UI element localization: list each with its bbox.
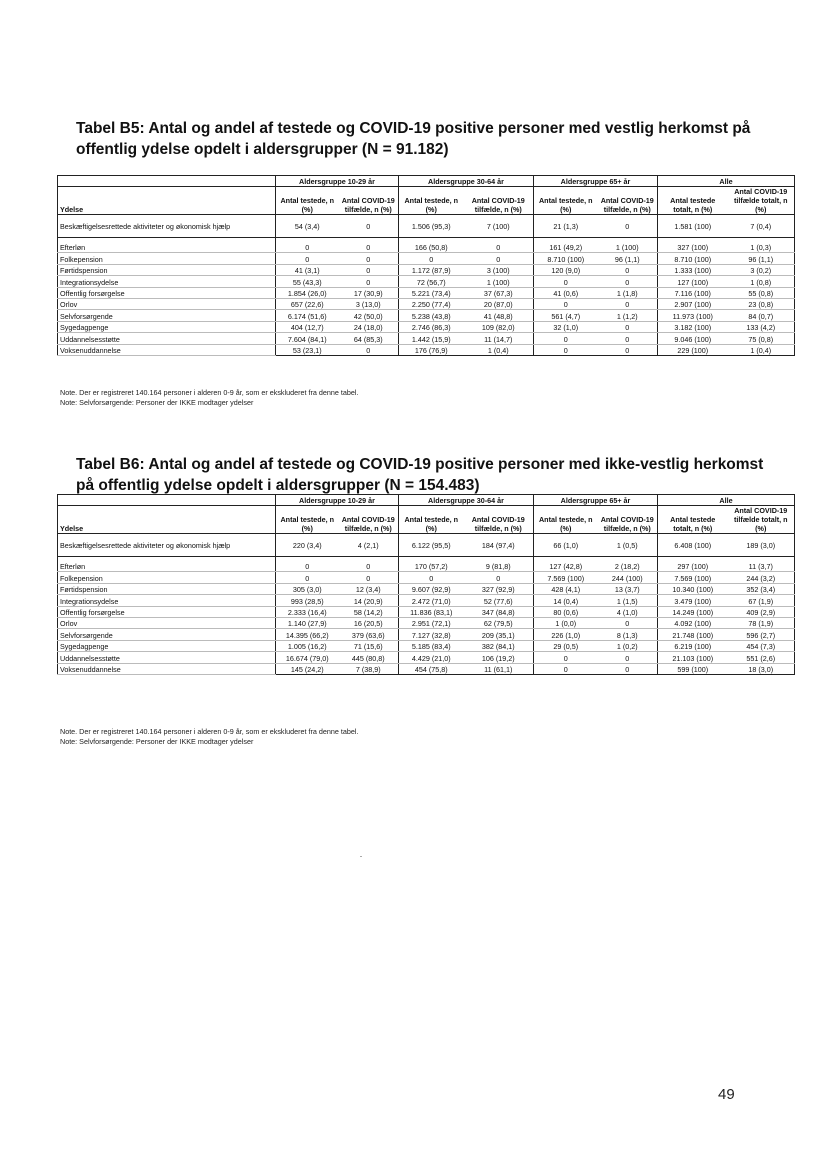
note-line: Note: Selvforsørgende: Personer der IKKE modtager ydelser [60,398,254,407]
table-row [58,287,795,298]
group-header: Aldersgruppe 30-64 år [399,176,534,187]
table-cell: 5.221 (73,4) [399,287,464,298]
table-cell: 454 (75,8) [399,663,464,674]
table-cell: 3.479 (100) [658,595,728,606]
table-row [58,572,795,583]
table-cell: 0 [339,344,399,355]
table-cell: 8.710 (100) [534,253,598,264]
table-cell: 52 (77,6) [464,595,534,606]
table-cell: 7.116 (100) [658,287,728,298]
table-cell: 20 (87,0) [464,298,534,309]
table-cell: 561 (4,7) [534,310,598,321]
table-cell: 0 [276,253,339,264]
table-cell: 0 [598,617,658,628]
table-cell: 445 (80,8) [339,652,399,663]
table-cell: 454 (7,3) [728,640,795,651]
table-cell: 4 (1,0) [598,606,658,617]
table-cell: 32 (1,0) [534,321,598,332]
table-cell: 41 (0,6) [534,287,598,298]
table-cell: 29 (0,5) [534,640,598,651]
table-cell: 120 (9,0) [534,264,598,275]
column-header: Antal COVID-19 tilfælde, n (%) [598,187,658,215]
column-header: Antal testede, n (%) [276,506,339,534]
table-cell: 596 (2,7) [728,629,795,640]
table-cell: 55 (43,3) [276,276,339,287]
table-cell: 0 [339,561,399,572]
table-b5-notes [60,388,358,408]
table-cell: 404 (12,7) [276,321,339,332]
table-row [58,276,795,287]
table-cell: 379 (63,6) [339,629,399,640]
row-label: Voksenuddannelse [58,663,276,674]
table-cell: 2.333 (16,4) [276,606,339,617]
table-cell: 67 (1,9) [728,595,795,606]
table-cell: 3 (0,2) [728,264,795,275]
table-cell: 657 (22,6) [276,298,339,309]
table-cell: 1.333 (100) [658,264,728,275]
table-cell: 7.569 (100) [658,572,728,583]
table-cell: 21 (1,3) [534,215,598,238]
table-cell: 0 [464,253,534,264]
row-label: Offentlig forsørgelse [58,606,276,617]
table-cell: 0 [276,242,339,253]
row-label: Orlov [58,298,276,309]
table-cell: 2.907 (100) [658,298,728,309]
table-row [58,321,795,332]
table-cell: 10.340 (100) [658,583,728,594]
table-cell: 0 [339,264,399,275]
table-cell: 64 (85,3) [339,333,399,344]
table-cell: 127 (100) [658,276,728,287]
table-cell: 1 (0,4) [464,344,534,355]
table-cell: 1.442 (15,9) [399,333,464,344]
table-cell: 184 (97,4) [464,534,534,557]
table-cell: 409 (2,9) [728,606,795,617]
table-cell: 1.581 (100) [658,215,728,238]
column-header: Antal COVID-19 tilfælde, n (%) [464,506,534,534]
column-header: Antal COVID-19 tilfælde totalt, n (%) [728,506,795,534]
group-header: Aldersgruppe 30-64 år [399,495,534,506]
table-cell: 0 [534,663,598,674]
table-row [58,534,795,557]
table-cell: 71 (15,6) [339,640,399,651]
column-header: Antal testede totalt, n (%) [658,506,728,534]
table-row [58,253,795,264]
table-cell: 2.472 (71,0) [399,595,464,606]
table-cell: 0 [534,298,598,309]
table-cell: 0 [339,253,399,264]
table-cell: 14.249 (100) [658,606,728,617]
table-cell: 84 (0,7) [728,310,795,321]
table-row [58,617,795,628]
table-cell: 0 [534,652,598,663]
row-label: Efterløn [58,561,276,572]
table-cell: 327 (100) [658,242,728,253]
row-label: Uddannelsesstøtte [58,333,276,344]
column-header: Antal testede, n (%) [534,187,598,215]
table-row [58,663,795,674]
table-cell: 0 [598,333,658,344]
table-row [58,640,795,651]
column-header: Antal testede totalt, n (%) [658,187,728,215]
row-label: Førtidspension [58,583,276,594]
table-cell: 23 (0,8) [728,298,795,309]
table-cell: 0 [339,276,399,287]
column-header: Antal COVID-19 tilfælde, n (%) [598,506,658,534]
table-row [58,215,795,238]
note-line: Note. Der er registreret 140.164 personer i alderen 0-9 år, som er ekskluderet fra denne tabel. [60,388,359,397]
table-row [58,629,795,640]
table-cell: 7 (0,4) [728,215,795,238]
table-row [58,652,795,663]
table-cell: 220 (3,4) [276,534,339,557]
table-cell: 0 [598,652,658,663]
table-cell: 16.674 (79,0) [276,652,339,663]
table-cell: 1 (0,4) [728,344,795,355]
table-cell: 41 (48,8) [464,310,534,321]
table-cell: 6.122 (95,5) [399,534,464,557]
table-cell: 53 (23,1) [276,344,339,355]
table-cell: 1 (0,5) [598,534,658,557]
table-cell: 0 [534,333,598,344]
table-cell: 9.046 (100) [658,333,728,344]
note-line: Note. Der er registreret 140.164 personer i alderen 0-9 år, som er ekskluderet fra denne tabel. [60,727,359,736]
table-cell: 58 (14,2) [339,606,399,617]
table-cell: 1 (0,8) [728,276,795,287]
table-cell: 189 (3,0) [728,534,795,557]
row-label: Voksenuddannelse [58,344,276,355]
group-header: Alle [658,495,795,506]
table-cell: 551 (2,6) [728,652,795,663]
row-label: Sygedagpenge [58,640,276,651]
table-cell: 9.607 (92,9) [399,583,464,594]
row-label: Orlov [58,617,276,628]
table-cell: 327 (92,9) [464,583,534,594]
table-cell: 42 (50,0) [339,310,399,321]
table-row [58,333,795,344]
row-label: Offentlig forsørgelse [58,287,276,298]
table-cell: 0 [598,215,658,238]
table-cell: 0 [598,264,658,275]
table-cell: 0 [598,663,658,674]
table-cell: 244 (3,2) [728,572,795,583]
row-label: Sygedagpenge [58,321,276,332]
table-cell: 78 (1,9) [728,617,795,628]
table-cell: 1 (0,3) [728,242,795,253]
table-cell: 347 (84,8) [464,606,534,617]
table-cell: 5.185 (83,4) [399,640,464,651]
table-cell: 1.854 (26,0) [276,287,339,298]
table-cell: 11 (3,7) [728,561,795,572]
table-cell: 0 [534,344,598,355]
table-cell: 428 (4,1) [534,583,598,594]
table-cell: 166 (50,8) [399,242,464,253]
table-cell: 226 (1,0) [534,629,598,640]
table-cell: 244 (100) [598,572,658,583]
table-cell: 37 (67,3) [464,287,534,298]
column-header: Antal testede, n (%) [399,506,464,534]
row-header: Ydelse [58,187,276,215]
table-cell: 14.395 (66,2) [276,629,339,640]
table-cell: 0 [534,276,598,287]
table-cell: 3 (13,0) [339,298,399,309]
table-cell: 1.005 (16,2) [276,640,339,651]
table-cell: 18 (3,0) [728,663,795,674]
column-header: Antal testede, n (%) [276,187,339,215]
table-cell: 12 (3,4) [339,583,399,594]
table-b5-title: Tabel B5: Antal og andel af testede og COVID-19 positive personer med vestlig herkomst på offentlig ydelse opdelt i aldersgrupper (N = 91.182) [76,120,751,158]
table-cell: 11 (14,7) [464,333,534,344]
table-cell: 3.182 (100) [658,321,728,332]
group-header: Aldersgruppe 10-29 år [276,495,399,506]
table-cell: 0 [399,253,464,264]
table-cell: 24 (18,0) [339,321,399,332]
table-b5 [57,175,795,356]
row-label: Integrationsydelse [58,595,276,606]
table-cell: 7.604 (84,1) [276,333,339,344]
table-cell: 305 (3,0) [276,583,339,594]
row-label: Integrationsydelse [58,276,276,287]
table-cell: 1.172 (87,9) [399,264,464,275]
table-cell: 5.238 (43,8) [399,310,464,321]
table-cell: 170 (57,2) [399,561,464,572]
table-cell: 1 (0,0) [534,617,598,628]
column-header: Antal COVID-19 tilfælde, n (%) [464,187,534,215]
column-header: Antal COVID-19 tilfælde, n (%) [339,506,399,534]
table-cell: 0 [464,572,534,583]
table-cell: 96 (1,1) [728,253,795,264]
table-corner [58,495,276,506]
row-label: Beskæftigelsesrettede aktiviteter og økonomisk hjælp [58,215,276,238]
table-cell: 2.250 (77,4) [399,298,464,309]
table-cell: 1 (1,5) [598,595,658,606]
table-cell: 80 (0,6) [534,606,598,617]
table-cell: 2.951 (72,1) [399,617,464,628]
table-cell: 599 (100) [658,663,728,674]
table-cell: 9 (81,8) [464,561,534,572]
table-cell: 4 (2,1) [339,534,399,557]
table-cell: 14 (20,9) [339,595,399,606]
table-cell: 55 (0,8) [728,287,795,298]
table-cell: 7 (38,9) [339,663,399,674]
column-header: Antal testede, n (%) [534,506,598,534]
table-cell: 1 (100) [598,242,658,253]
table-cell: 21.748 (100) [658,629,728,640]
table-cell: 54 (3,4) [276,215,339,238]
table-cell: 4.092 (100) [658,617,728,628]
table-row [58,264,795,275]
row-label: Folkepension [58,572,276,583]
table-cell: 7.569 (100) [534,572,598,583]
table-cell: 1.506 (95,3) [399,215,464,238]
row-label: Førtidspension [58,264,276,275]
table-corner [58,176,276,187]
table-cell: 0 [598,298,658,309]
table-cell: 1 (0,2) [598,640,658,651]
column-header: Antal COVID-19 tilfælde totalt, n (%) [728,187,795,215]
table-cell: 106 (19,2) [464,652,534,663]
table-cell: 176 (76,9) [399,344,464,355]
table-cell: 297 (100) [658,561,728,572]
table-cell: 75 (0,8) [728,333,795,344]
table-cell: 161 (49,2) [534,242,598,253]
scan-speck [360,856,362,857]
table-cell: 0 [339,572,399,583]
table-cell: 993 (28,5) [276,595,339,606]
row-label: Efterløn [58,242,276,253]
table-row [58,583,795,594]
group-header: Aldersgruppe 10-29 år [276,176,399,187]
table-row [58,595,795,606]
table-cell: 382 (84,1) [464,640,534,651]
table-cell: 4.429 (21,0) [399,652,464,663]
table-cell: 66 (1,0) [534,534,598,557]
table-cell: 145 (24,2) [276,663,339,674]
group-header: Aldersgruppe 65+ år [534,176,658,187]
column-header: Antal testede, n (%) [399,187,464,215]
table-cell: 6.219 (100) [658,640,728,651]
row-label: Selvforsørgende [58,310,276,321]
table-cell: 0 [339,215,399,238]
note-line: Note: Selvforsørgende: Personer der IKKE modtager ydelser [60,737,254,746]
table-cell: 0 [598,321,658,332]
table-cell: 8 (1,3) [598,629,658,640]
column-header: Antal COVID-19 tilfælde, n (%) [339,187,399,215]
table-cell: 2.746 (86,3) [399,321,464,332]
table-b6 [57,494,795,675]
group-header: Aldersgruppe 65+ år [534,495,658,506]
table-cell: 1 (100) [464,276,534,287]
table-cell: 14 (0,4) [534,595,598,606]
table-cell: 1 (1,2) [598,310,658,321]
table-row [58,344,795,355]
table-cell: 7 (100) [464,215,534,238]
table-cell: 127 (42,8) [534,561,598,572]
table-cell: 62 (79,5) [464,617,534,628]
table-cell: 209 (35,1) [464,629,534,640]
table-cell: 0 [598,276,658,287]
table-row [58,298,795,309]
table-cell: 0 [276,572,339,583]
table-cell: 11.973 (100) [658,310,728,321]
table-cell: 6.408 (100) [658,534,728,557]
group-header: Alle [658,176,795,187]
row-label: Uddannelsesstøtte [58,652,276,663]
table-cell: 17 (30,9) [339,287,399,298]
table-cell: 229 (100) [658,344,728,355]
table-row [58,242,795,253]
table-row [58,310,795,321]
table-cell: 0 [464,242,534,253]
table-cell: 6.174 (51,6) [276,310,339,321]
table-cell: 7.127 (32,8) [399,629,464,640]
table-cell: 72 (56,7) [399,276,464,287]
row-label: Beskæftigelsesrettede aktiviteter og økonomisk hjælp [58,534,276,557]
table-b6-title: Tabel B6: Antal og andel af testede og COVID-19 positive personer med ikke-vestlig herkomst på offentlig ydelse opdelt i aldersgrupper (N = 154.483) [76,456,764,494]
table-cell: 352 (3,4) [728,583,795,594]
table-cell: 0 [399,572,464,583]
table-cell: 2 (18,2) [598,561,658,572]
table-cell: 8.710 (100) [658,253,728,264]
row-label: Selvforsørgende [58,629,276,640]
table-cell: 0 [598,344,658,355]
table-b6-notes [60,727,358,747]
table-cell: 1.140 (27,9) [276,617,339,628]
table-cell: 3 (100) [464,264,534,275]
table-cell: 0 [339,242,399,253]
table-cell: 133 (4,2) [728,321,795,332]
table-row [58,606,795,617]
table-cell: 16 (20,5) [339,617,399,628]
table-cell: 41 (3,1) [276,264,339,275]
table-cell: 0 [276,561,339,572]
row-header: Ydelse [58,506,276,534]
table-cell: 96 (1,1) [598,253,658,264]
table-cell: 1 (1,8) [598,287,658,298]
table-cell: 11.836 (83,1) [399,606,464,617]
table-cell: 11 (61,1) [464,663,534,674]
table-cell: 109 (82,0) [464,321,534,332]
table-row [58,561,795,572]
row-label: Folkepension [58,253,276,264]
page-number: 49 [718,1086,735,1103]
table-cell: 13 (3,7) [598,583,658,594]
table-cell: 21.103 (100) [658,652,728,663]
